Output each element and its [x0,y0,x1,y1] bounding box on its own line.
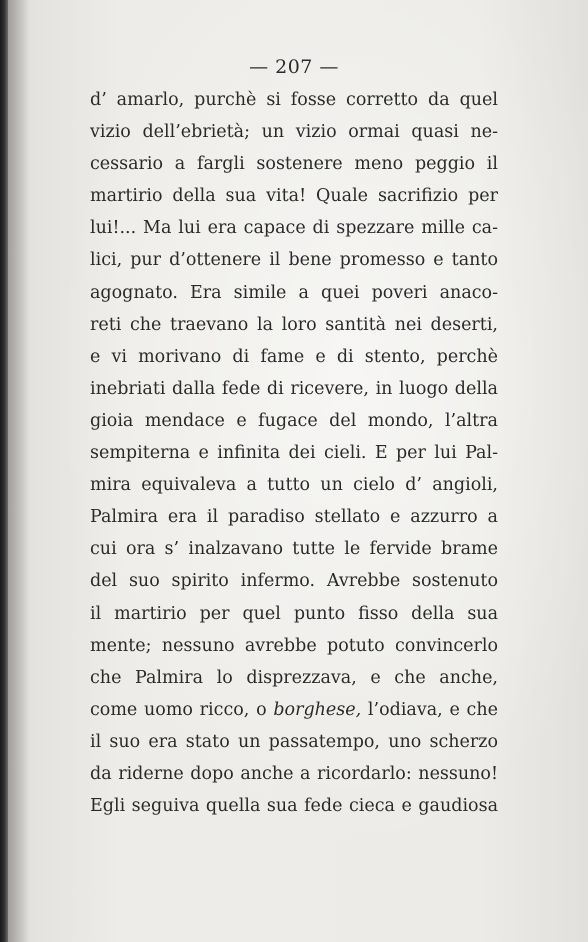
text-line: vizio dell’ebrietà; un vizio ormai quasi ne- [90,122,498,143]
text-line: martirio della sua vita! Quale sacrifizio per [90,186,498,207]
text-segment: come uomo ricco, o [90,699,274,720]
text-line: gioia mendace e fugace del mondo, l’altra [90,410,498,431]
text-line: lui!... Ma lui era capace di spezzare mille ca- [90,218,498,239]
page-binding-edge [0,0,8,942]
text-line: del suo spirito infermo. Avrebbe sostenuto [90,571,498,592]
text-line: inebriati dalla fede di ricevere, in luogo della [90,378,498,399]
text-line: lici, pur d’ottenere il bene promesso e tanto [90,250,498,271]
text-line: il martirio per quel punto fisso della sua [90,603,498,624]
text-line: cui ora s’ inalzavano tutte le fervide brame [90,539,498,560]
text-line: cessario a fargli sostenere meno peggio il [90,154,498,175]
text-line: Egli seguiva quella sua fede cieca e gaudiosa [90,796,498,817]
text-segment: l’odiava, e che [361,699,498,720]
text-line: il suo era stato un passatempo, uno scherzo [90,731,498,752]
text-line: mente; nessuno avrebbe potuto convincerlo [90,635,498,656]
binding-shadow [8,0,30,942]
text-line: reti che traevano la loro santità nei deserti, [90,314,498,335]
text-line: mira equivaleva a tutto un cielo d’ angioli, [90,475,498,496]
text-line-with-italic [90,694,498,726]
text-line: Palmira era il paradiso stellato e azzurro a [90,507,498,528]
text-line: sempiterna e infinita dei cieli. E per lui Pal- [90,443,498,464]
text-line: da riderne dopo anche a ricordarlo: nessuno! [90,763,498,784]
text-line: che Palmira lo disprezzava, e che anche, [90,667,498,688]
body-text [90,84,498,822]
text-line: d’ amarlo, purchè si fosse corretto da quel [90,90,498,110]
page-number: — 207 — [249,56,339,78]
italic-word: borghese, [273,699,362,720]
text-line: agognato. Era simile a quei poveri anaco- [90,282,498,303]
text-line: e vi morivano di fame e di stento, perchè [90,346,498,367]
